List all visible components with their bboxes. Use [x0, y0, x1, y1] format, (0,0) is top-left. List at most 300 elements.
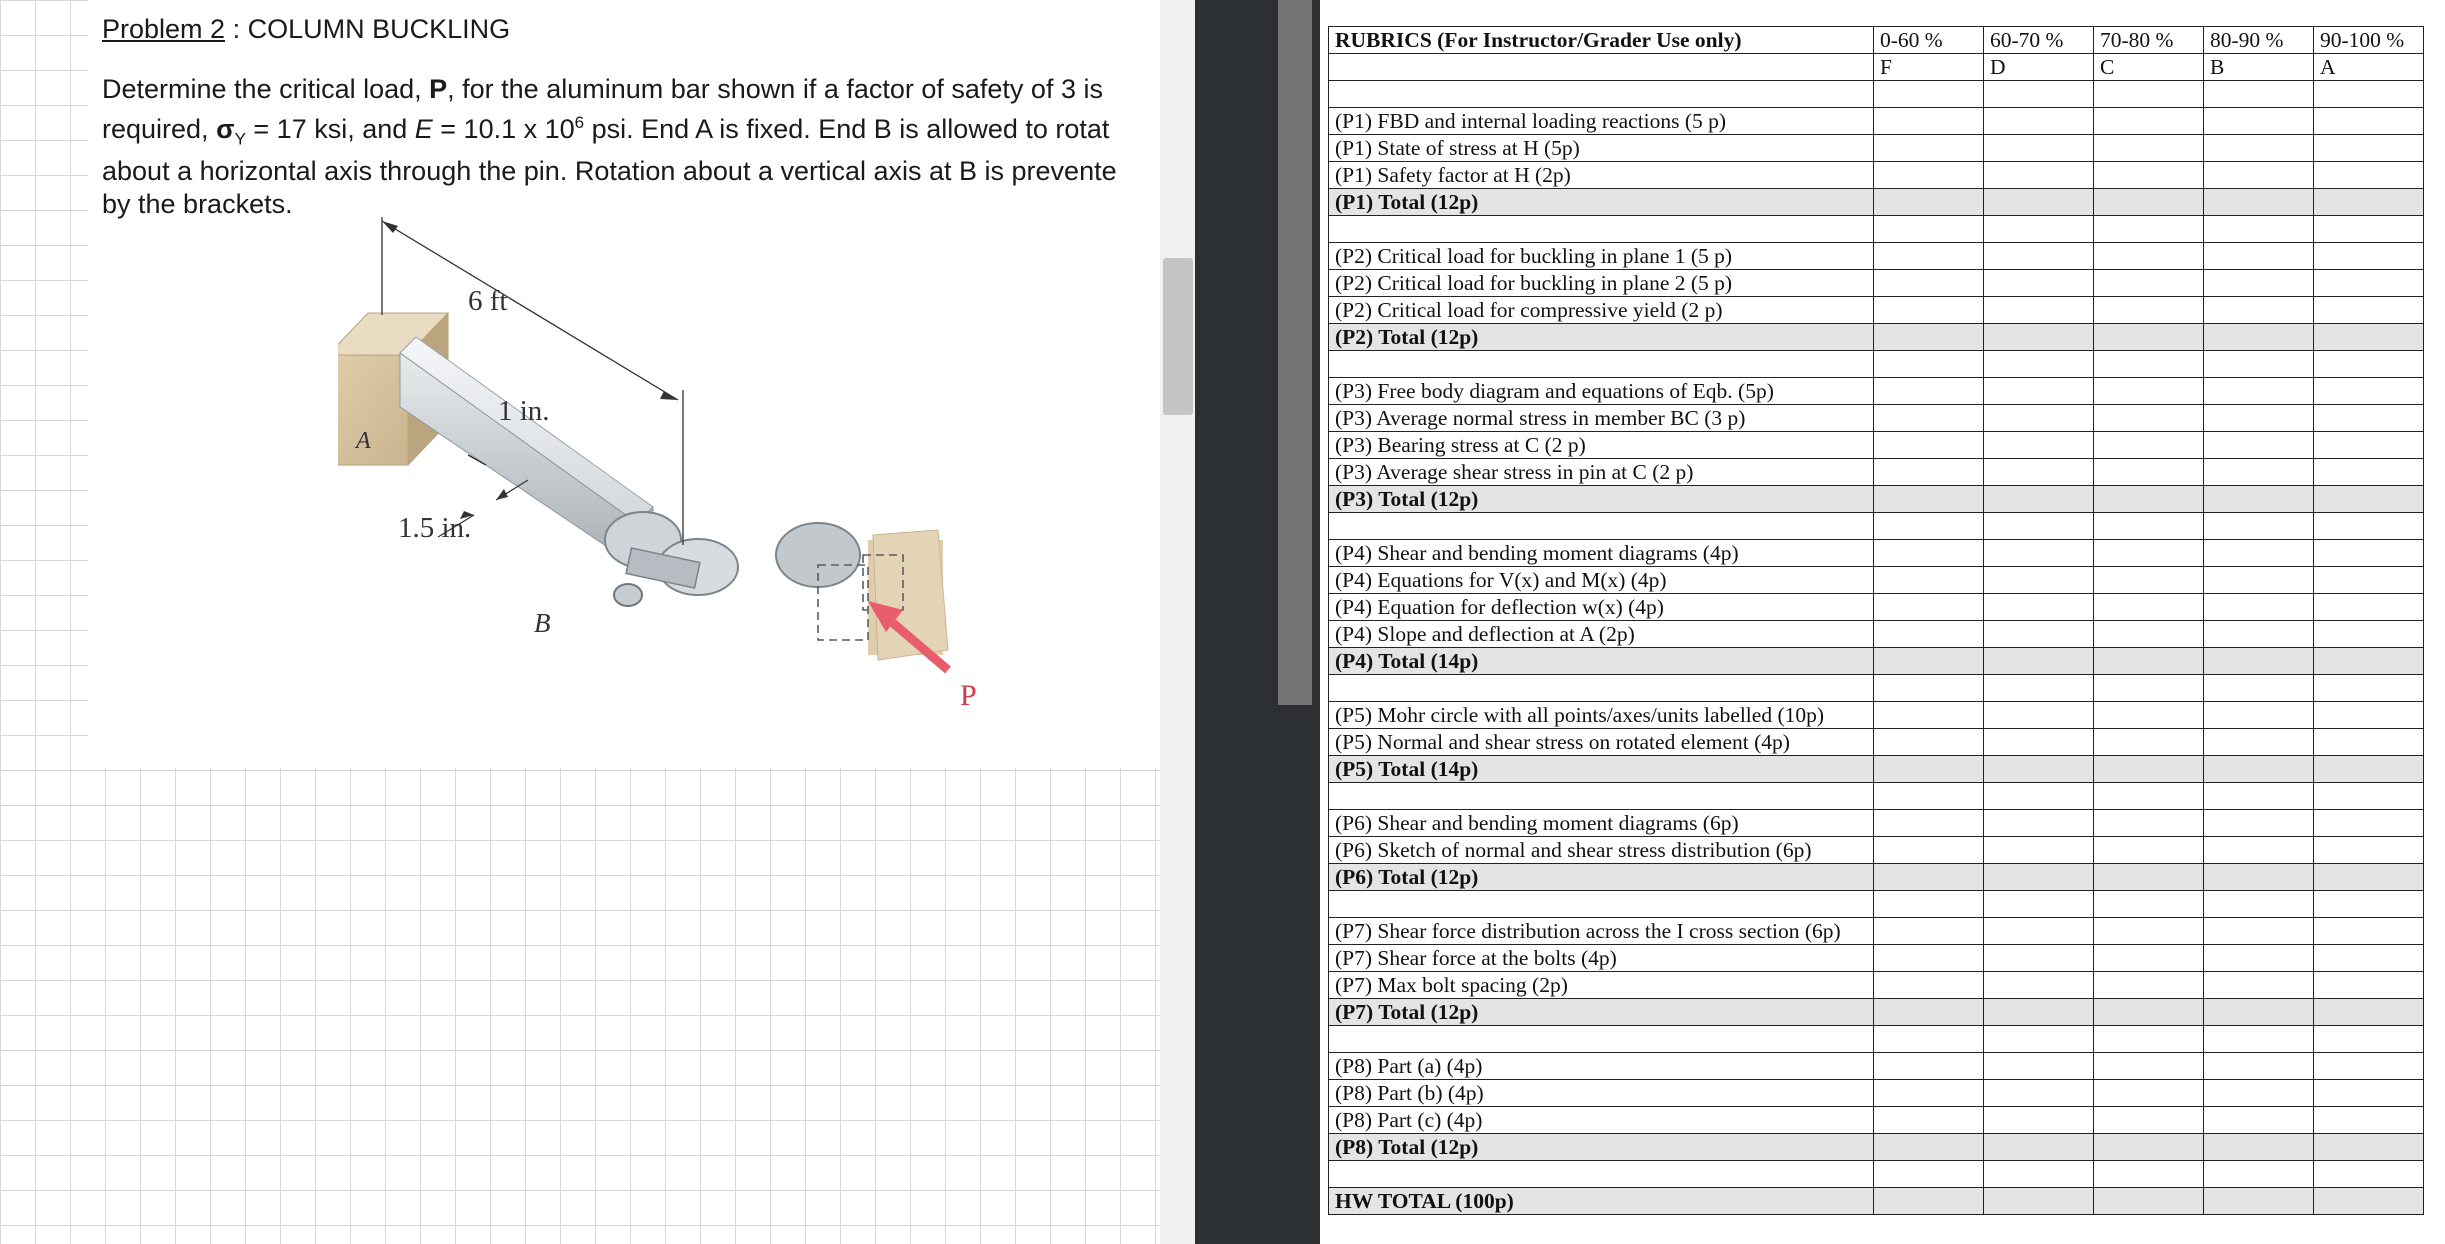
grade-cell[interactable]: [2094, 594, 2204, 621]
rubric-row: [1329, 837, 2424, 864]
grade-cell[interactable]: [2094, 378, 2204, 405]
grade-cell[interactable]: [1874, 702, 1984, 729]
rubric-criterion: (P2) Critical load for buckling in plane 2 (5 p): [1329, 270, 1874, 297]
grade-cell[interactable]: [2314, 675, 2424, 702]
grade-cell[interactable]: [2204, 702, 2314, 729]
rubric-row: [1329, 945, 2424, 972]
grade-cell[interactable]: [1984, 1161, 2094, 1188]
grade-cell[interactable]: [2204, 837, 2314, 864]
rubric-total-row: [1329, 189, 2424, 216]
grade-cell[interactable]: [1874, 1188, 1984, 1215]
pin-support-b: [605, 512, 948, 660]
grade-cell[interactable]: [2314, 162, 2424, 189]
grade-cell[interactable]: [2204, 810, 2314, 837]
grade-cell[interactable]: [2094, 1161, 2204, 1188]
grade-cell[interactable]: [2094, 189, 2204, 216]
grade-cell[interactable]: [2204, 1134, 2314, 1161]
rubric-criterion: (P8) Total (12p): [1329, 1134, 1874, 1161]
grade-cell[interactable]: [2204, 891, 2314, 918]
rubric-criterion: (P5) Mohr circle with all points/axes/units labelled (10p): [1329, 702, 1874, 729]
grade-cell[interactable]: [2094, 648, 2204, 675]
spacer-cell: [1329, 891, 1874, 918]
grade-cell[interactable]: [1874, 1053, 1984, 1080]
rubric-row: [1329, 1053, 2424, 1080]
grade-letter: C: [2094, 54, 2204, 81]
grade-cell[interactable]: [2314, 594, 2424, 621]
grade-cell[interactable]: [1984, 648, 2094, 675]
grade-cell[interactable]: [2204, 864, 2314, 891]
grade-cell[interactable]: [1984, 594, 2094, 621]
grade-cell[interactable]: [1984, 972, 2094, 999]
grade-cell[interactable]: [1984, 432, 2094, 459]
statement-line-3: about a horizontal axis through the pin. Rotation about a vertical axis at B is prevente: [102, 156, 1117, 187]
grade-cell[interactable]: [2314, 918, 2424, 945]
depth-label: 1.5 in.: [398, 512, 472, 544]
grade-cell[interactable]: [1984, 108, 2094, 135]
spacer-row: [1329, 513, 2424, 540]
grade-cell[interactable]: [2314, 756, 2424, 783]
rubric-criterion: (P8) Part (b) (4p): [1329, 1080, 1874, 1107]
grade-cell[interactable]: [1874, 459, 1984, 486]
rubric-total-row: [1329, 324, 2424, 351]
grade-cell[interactable]: [2204, 459, 2314, 486]
grade-cell[interactable]: [1984, 1188, 2094, 1215]
grade-cell[interactable]: [1874, 756, 1984, 783]
rubric-criterion: (P4) Equation for deflection w(x) (4p): [1329, 594, 1874, 621]
grade-cell[interactable]: [2094, 972, 2204, 999]
grade-cell[interactable]: [1874, 162, 1984, 189]
rubric-row: [1329, 621, 2424, 648]
rubric-row: [1329, 270, 2424, 297]
statement-text: Determine the critical load,: [102, 74, 430, 104]
grade-cell[interactable]: [1984, 243, 2094, 270]
grade-cell[interactable]: [2204, 108, 2314, 135]
grade-cell[interactable]: [2314, 972, 2424, 999]
grade-cell[interactable]: [1984, 216, 2094, 243]
grade-cell[interactable]: [2314, 1134, 2424, 1161]
grade-cell[interactable]: [2314, 81, 2424, 108]
grade-cell[interactable]: [2204, 729, 2314, 756]
grade-cell[interactable]: [1874, 513, 1984, 540]
grade-cell[interactable]: [1984, 729, 2094, 756]
grade-cell[interactable]: [2204, 567, 2314, 594]
grade-cell[interactable]: [1984, 999, 2094, 1026]
grade-cell[interactable]: [1874, 486, 1984, 513]
grade-cell[interactable]: [2204, 378, 2314, 405]
grade-cell[interactable]: [2314, 891, 2424, 918]
grade-cell[interactable]: [2204, 1107, 2314, 1134]
problem-title: [102, 14, 510, 45]
grade-cell[interactable]: [2094, 432, 2204, 459]
grade-cell[interactable]: [1984, 837, 2094, 864]
grade-cell[interactable]: [1874, 918, 1984, 945]
rubric-criterion: (P1) Total (12p): [1329, 189, 1874, 216]
sigma-symbol: σ: [216, 114, 235, 144]
grade-cell[interactable]: [2094, 81, 2204, 108]
grade-cell[interactable]: [1874, 783, 1984, 810]
grade-cell[interactable]: [2094, 108, 2204, 135]
grade-cell[interactable]: [2094, 999, 2204, 1026]
grade-cell[interactable]: [1984, 378, 2094, 405]
grade-cell[interactable]: [1874, 999, 1984, 1026]
grade-cell[interactable]: [1874, 135, 1984, 162]
blank-cell: [1329, 54, 1874, 81]
grade-range-header: 90-100 %: [2314, 27, 2424, 54]
grade-range-header: 80-90 %: [2204, 27, 2314, 54]
grade-cell[interactable]: [2094, 756, 2204, 783]
grade-cell[interactable]: [1984, 1053, 2094, 1080]
grade-cell[interactable]: [2314, 1053, 2424, 1080]
load-symbol: P: [429, 74, 448, 104]
grade-cell[interactable]: [1984, 1134, 2094, 1161]
grade-cell[interactable]: [2094, 270, 2204, 297]
rubric-row: [1329, 378, 2424, 405]
rubric-criterion: (P7) Total (12p): [1329, 999, 1874, 1026]
rubric-row: [1329, 405, 2424, 432]
grade-cell[interactable]: [1874, 648, 1984, 675]
grade-cell[interactable]: [2314, 405, 2424, 432]
grade-cell[interactable]: [2204, 648, 2314, 675]
grade-cell[interactable]: [1984, 1026, 2094, 1053]
grade-cell[interactable]: [2314, 432, 2424, 459]
grade-cell[interactable]: [2314, 108, 2424, 135]
grade-cell[interactable]: [1874, 81, 1984, 108]
rubric-row: [1329, 243, 2424, 270]
rubric-criterion: (P2) Critical load for buckling in plane 1 (5 p): [1329, 243, 1874, 270]
grade-cell[interactable]: [2094, 837, 2204, 864]
rubric-row: [1329, 432, 2424, 459]
spacer-cell: [1329, 1026, 1874, 1053]
sigma-subscript: Y: [234, 129, 246, 149]
grade-cell[interactable]: [1984, 756, 2094, 783]
grade-cell[interactable]: [2204, 351, 2314, 378]
grade-cell[interactable]: [2314, 648, 2424, 675]
grade-cell[interactable]: [2204, 1161, 2314, 1188]
grade-cell[interactable]: [1874, 324, 1984, 351]
grade-cell[interactable]: [2094, 324, 2204, 351]
grade-cell[interactable]: [1874, 216, 1984, 243]
grade-cell[interactable]: [1874, 945, 1984, 972]
rubric-row: [1329, 729, 2424, 756]
grade-cell[interactable]: [2314, 324, 2424, 351]
spacer-row: [1329, 81, 2424, 108]
grade-cell[interactable]: [2094, 459, 2204, 486]
grade-cell[interactable]: [2094, 1188, 2204, 1215]
grade-cell[interactable]: [1874, 621, 1984, 648]
grade-cell[interactable]: [1874, 270, 1984, 297]
grade-cell[interactable]: [2204, 162, 2314, 189]
grade-cell[interactable]: [1874, 432, 1984, 459]
grade-cell[interactable]: [2094, 243, 2204, 270]
grade-cell[interactable]: [2094, 1053, 2204, 1080]
grade-cell[interactable]: [2314, 270, 2424, 297]
grade-cell[interactable]: [1984, 1080, 2094, 1107]
grade-cell[interactable]: [1874, 351, 1984, 378]
grade-cell[interactable]: [1874, 108, 1984, 135]
grade-cell[interactable]: [2094, 162, 2204, 189]
grade-cell[interactable]: [2314, 1026, 2424, 1053]
grade-cell[interactable]: [2314, 135, 2424, 162]
rubric-criterion: (P4) Shear and bending moment diagrams (4p): [1329, 540, 1874, 567]
grade-cell[interactable]: [2314, 540, 2424, 567]
problem-card: [88, 0, 1195, 768]
grade-cell[interactable]: [2314, 243, 2424, 270]
grade-cell[interactable]: [2094, 1107, 2204, 1134]
left-scrollbar[interactable]: [1160, 0, 1195, 1244]
grade-cell[interactable]: [2314, 864, 2424, 891]
rubric-criterion: (P1) Safety factor at H (2p): [1329, 162, 1874, 189]
grade-cell[interactable]: [2204, 756, 2314, 783]
rubric-criterion: (P6) Shear and bending moment diagrams (6p): [1329, 810, 1874, 837]
grade-cell[interactable]: [2314, 1161, 2424, 1188]
rubric-criterion: (P7) Shear force at the bolts (4p): [1329, 945, 1874, 972]
grade-cell[interactable]: [2314, 1080, 2424, 1107]
grade-cell[interactable]: [2204, 972, 2314, 999]
grade-cell[interactable]: [1984, 567, 2094, 594]
rubric-row: [1329, 459, 2424, 486]
grade-cell[interactable]: [1984, 540, 2094, 567]
grade-cell[interactable]: [2094, 1080, 2204, 1107]
grade-cell[interactable]: [2204, 999, 2314, 1026]
grade-cell[interactable]: [1984, 675, 2094, 702]
grade-cell[interactable]: [2204, 540, 2314, 567]
rubric-criterion: (P1) State of stress at H (5p): [1329, 135, 1874, 162]
grade-cell[interactable]: [2094, 405, 2204, 432]
grade-cell[interactable]: [2314, 351, 2424, 378]
grade-cell[interactable]: [1984, 1107, 2094, 1134]
statement-text: required,: [102, 114, 217, 144]
grade-cell[interactable]: [2314, 1188, 2424, 1215]
rubric-header-row: [1329, 27, 2424, 54]
spacer-cell: [1329, 81, 1874, 108]
exponent: 6: [574, 113, 585, 132]
grade-cell[interactable]: [2094, 540, 2204, 567]
grade-cell[interactable]: [2314, 945, 2424, 972]
grade-cell[interactable]: [1874, 1161, 1984, 1188]
spacer-row: [1329, 1161, 2424, 1188]
rubric-row: [1329, 1107, 2424, 1134]
grade-cell[interactable]: [2204, 324, 2314, 351]
grade-cell[interactable]: [1984, 783, 2094, 810]
grade-cell[interactable]: [1984, 459, 2094, 486]
rubric-total-row: [1329, 756, 2424, 783]
grade-cell[interactable]: [1874, 594, 1984, 621]
grade-cell[interactable]: [1984, 297, 2094, 324]
rubric-criterion: (P3) Free body diagram and equations of Eqb. (5p): [1329, 378, 1874, 405]
grade-cell[interactable]: [2094, 891, 2204, 918]
grade-cell[interactable]: [2204, 675, 2314, 702]
grade-cell[interactable]: [1984, 918, 2094, 945]
grade-cell[interactable]: [1874, 675, 1984, 702]
rubric-row: [1329, 594, 2424, 621]
grade-cell[interactable]: [1874, 1026, 1984, 1053]
grade-cell[interactable]: [1984, 810, 2094, 837]
grade-range-header: 0-60 %: [1874, 27, 1984, 54]
rubric-criterion: (P3) Bearing stress at C (2 p): [1329, 432, 1874, 459]
grade-cell[interactable]: [1984, 189, 2094, 216]
grade-cell[interactable]: [1874, 1107, 1984, 1134]
rubric-criterion: (P2) Total (12p): [1329, 324, 1874, 351]
grade-cell[interactable]: [2204, 243, 2314, 270]
grade-cell[interactable]: [1984, 486, 2094, 513]
width-label: 1 in.: [498, 395, 550, 427]
grade-cell[interactable]: [1874, 378, 1984, 405]
grade-cell[interactable]: [2204, 1053, 2314, 1080]
grade-cell[interactable]: [2314, 216, 2424, 243]
rubric-row: [1329, 810, 2424, 837]
spacer-row: [1329, 675, 2424, 702]
grade-cell[interactable]: [2314, 297, 2424, 324]
spacer-row: [1329, 891, 2424, 918]
grade-cell[interactable]: [2094, 135, 2204, 162]
column-figure: [338, 195, 1098, 740]
grade-cell[interactable]: [2204, 189, 2314, 216]
grade-cell[interactable]: [2094, 918, 2204, 945]
rubric-row: [1329, 162, 2424, 189]
grade-cell[interactable]: [2314, 729, 2424, 756]
grade-cell[interactable]: [1874, 837, 1984, 864]
grade-cell[interactable]: [1984, 270, 2094, 297]
spacer-cell: [1329, 783, 1874, 810]
rubric-criterion: (P5) Total (14p): [1329, 756, 1874, 783]
grade-cell[interactable]: [2094, 486, 2204, 513]
grade-cell[interactable]: [1874, 567, 1984, 594]
problem-title-label: Problem 2: [102, 14, 226, 44]
grade-cell[interactable]: [2204, 81, 2314, 108]
grade-cell[interactable]: [2204, 270, 2314, 297]
grade-cell[interactable]: [2094, 945, 2204, 972]
grade-cell[interactable]: [2204, 405, 2314, 432]
grade-cell[interactable]: [1874, 810, 1984, 837]
grade-cell[interactable]: [2094, 1134, 2204, 1161]
grade-cell[interactable]: [2094, 351, 2204, 378]
rubric-criterion: (P3) Total (12p): [1329, 486, 1874, 513]
grade-cell[interactable]: [2314, 810, 2424, 837]
grade-cell[interactable]: [2204, 945, 2314, 972]
grade-cell[interactable]: [2204, 135, 2314, 162]
grade-cell[interactable]: [2314, 621, 2424, 648]
grade-cell[interactable]: [2204, 594, 2314, 621]
grade-cell[interactable]: [1984, 621, 2094, 648]
grade-cell[interactable]: [1874, 243, 1984, 270]
grade-cell[interactable]: [2094, 216, 2204, 243]
grade-cell[interactable]: [2204, 621, 2314, 648]
right-scroll-thumb[interactable]: [1278, 0, 1312, 705]
grade-cell[interactable]: [1984, 405, 2094, 432]
grade-cell[interactable]: [2204, 486, 2314, 513]
grade-cell[interactable]: [2314, 486, 2424, 513]
grade-cell[interactable]: [2204, 513, 2314, 540]
grade-range-header: 70-80 %: [2094, 27, 2204, 54]
grade-cell[interactable]: [2204, 1026, 2314, 1053]
grade-cell[interactable]: [2094, 621, 2204, 648]
grade-cell[interactable]: [2204, 1188, 2314, 1215]
grade-cell[interactable]: [1874, 891, 1984, 918]
grade-cell[interactable]: [1874, 1080, 1984, 1107]
grade-cell[interactable]: [2314, 1107, 2424, 1134]
grade-cell[interactable]: [2094, 567, 2204, 594]
grade-cell[interactable]: [2314, 513, 2424, 540]
grade-cell[interactable]: [2314, 459, 2424, 486]
grade-cell[interactable]: [2204, 1080, 2314, 1107]
rubric-criterion: (P4) Total (14p): [1329, 648, 1874, 675]
grade-cell[interactable]: [1874, 729, 1984, 756]
rubric-row: [1329, 972, 2424, 999]
grade-cell[interactable]: [1984, 324, 2094, 351]
grade-cell[interactable]: [2094, 675, 2204, 702]
grade-letter: F: [1874, 54, 1984, 81]
grade-cell[interactable]: [2314, 567, 2424, 594]
load-label: P: [960, 679, 977, 712]
grade-cell[interactable]: [2314, 378, 2424, 405]
grade-letter: A: [2314, 54, 2424, 81]
grade-cell[interactable]: [1874, 189, 1984, 216]
grade-cell[interactable]: [1874, 972, 1984, 999]
statement-text: = 17 ksi, and: [245, 114, 415, 144]
rubric-criterion: (P4) Slope and deflection at A (2p): [1329, 621, 1874, 648]
rubric-row: [1329, 702, 2424, 729]
statement-text: = 10.1 x 10: [432, 114, 575, 144]
grade-letter: D: [1984, 54, 2094, 81]
grade-cell[interactable]: [1874, 297, 1984, 324]
statement-line-4: by the brackets.: [102, 189, 293, 220]
grade-cell[interactable]: [2314, 999, 2424, 1026]
rubric-row: [1329, 540, 2424, 567]
grade-cell[interactable]: [2094, 1026, 2204, 1053]
grade-cell[interactable]: [2094, 729, 2204, 756]
grade-cell[interactable]: [2314, 837, 2424, 864]
end-b-label: B: [534, 608, 551, 638]
spacer-cell: [1329, 675, 1874, 702]
grade-cell[interactable]: [1984, 513, 2094, 540]
grade-cell[interactable]: [1984, 864, 2094, 891]
grade-cell[interactable]: [2094, 513, 2204, 540]
grade-cell[interactable]: [2094, 864, 2204, 891]
grade-cell[interactable]: [1984, 81, 2094, 108]
grade-cell[interactable]: [2204, 783, 2314, 810]
grade-cell[interactable]: [2314, 783, 2424, 810]
rubric-letter-row: [1329, 54, 2424, 81]
rubric-criterion: (P6) Total (12p): [1329, 864, 1874, 891]
grade-cell[interactable]: [2094, 783, 2204, 810]
grade-cell[interactable]: [2204, 918, 2314, 945]
grade-cell[interactable]: [1984, 162, 2094, 189]
spacer-cell: [1329, 216, 1874, 243]
grade-cell[interactable]: [2094, 297, 2204, 324]
rubric-total-row: [1329, 648, 2424, 675]
grade-cell[interactable]: [2314, 702, 2424, 729]
left-scroll-thumb[interactable]: [1163, 258, 1193, 415]
grade-cell[interactable]: [1984, 351, 2094, 378]
grade-cell[interactable]: [1984, 702, 2094, 729]
grade-cell[interactable]: [1874, 1134, 1984, 1161]
grade-cell[interactable]: [2204, 297, 2314, 324]
statement-text: psi. End A is fixed. End B is allowed to rotat: [584, 114, 1110, 144]
grade-cell[interactable]: [1874, 864, 1984, 891]
grade-cell[interactable]: [1874, 540, 1984, 567]
grade-cell[interactable]: [1984, 135, 2094, 162]
grade-cell[interactable]: [2204, 432, 2314, 459]
grade-cell[interactable]: [1874, 405, 1984, 432]
grade-cell[interactable]: [1984, 891, 2094, 918]
rubric-page: [1320, 0, 2445, 1244]
grade-cell[interactable]: [2094, 810, 2204, 837]
modulus-symbol: E: [414, 114, 433, 144]
grade-cell[interactable]: [2314, 189, 2424, 216]
grade-cell[interactable]: [2094, 702, 2204, 729]
grade-cell[interactable]: [1984, 945, 2094, 972]
grade-cell[interactable]: [2204, 216, 2314, 243]
